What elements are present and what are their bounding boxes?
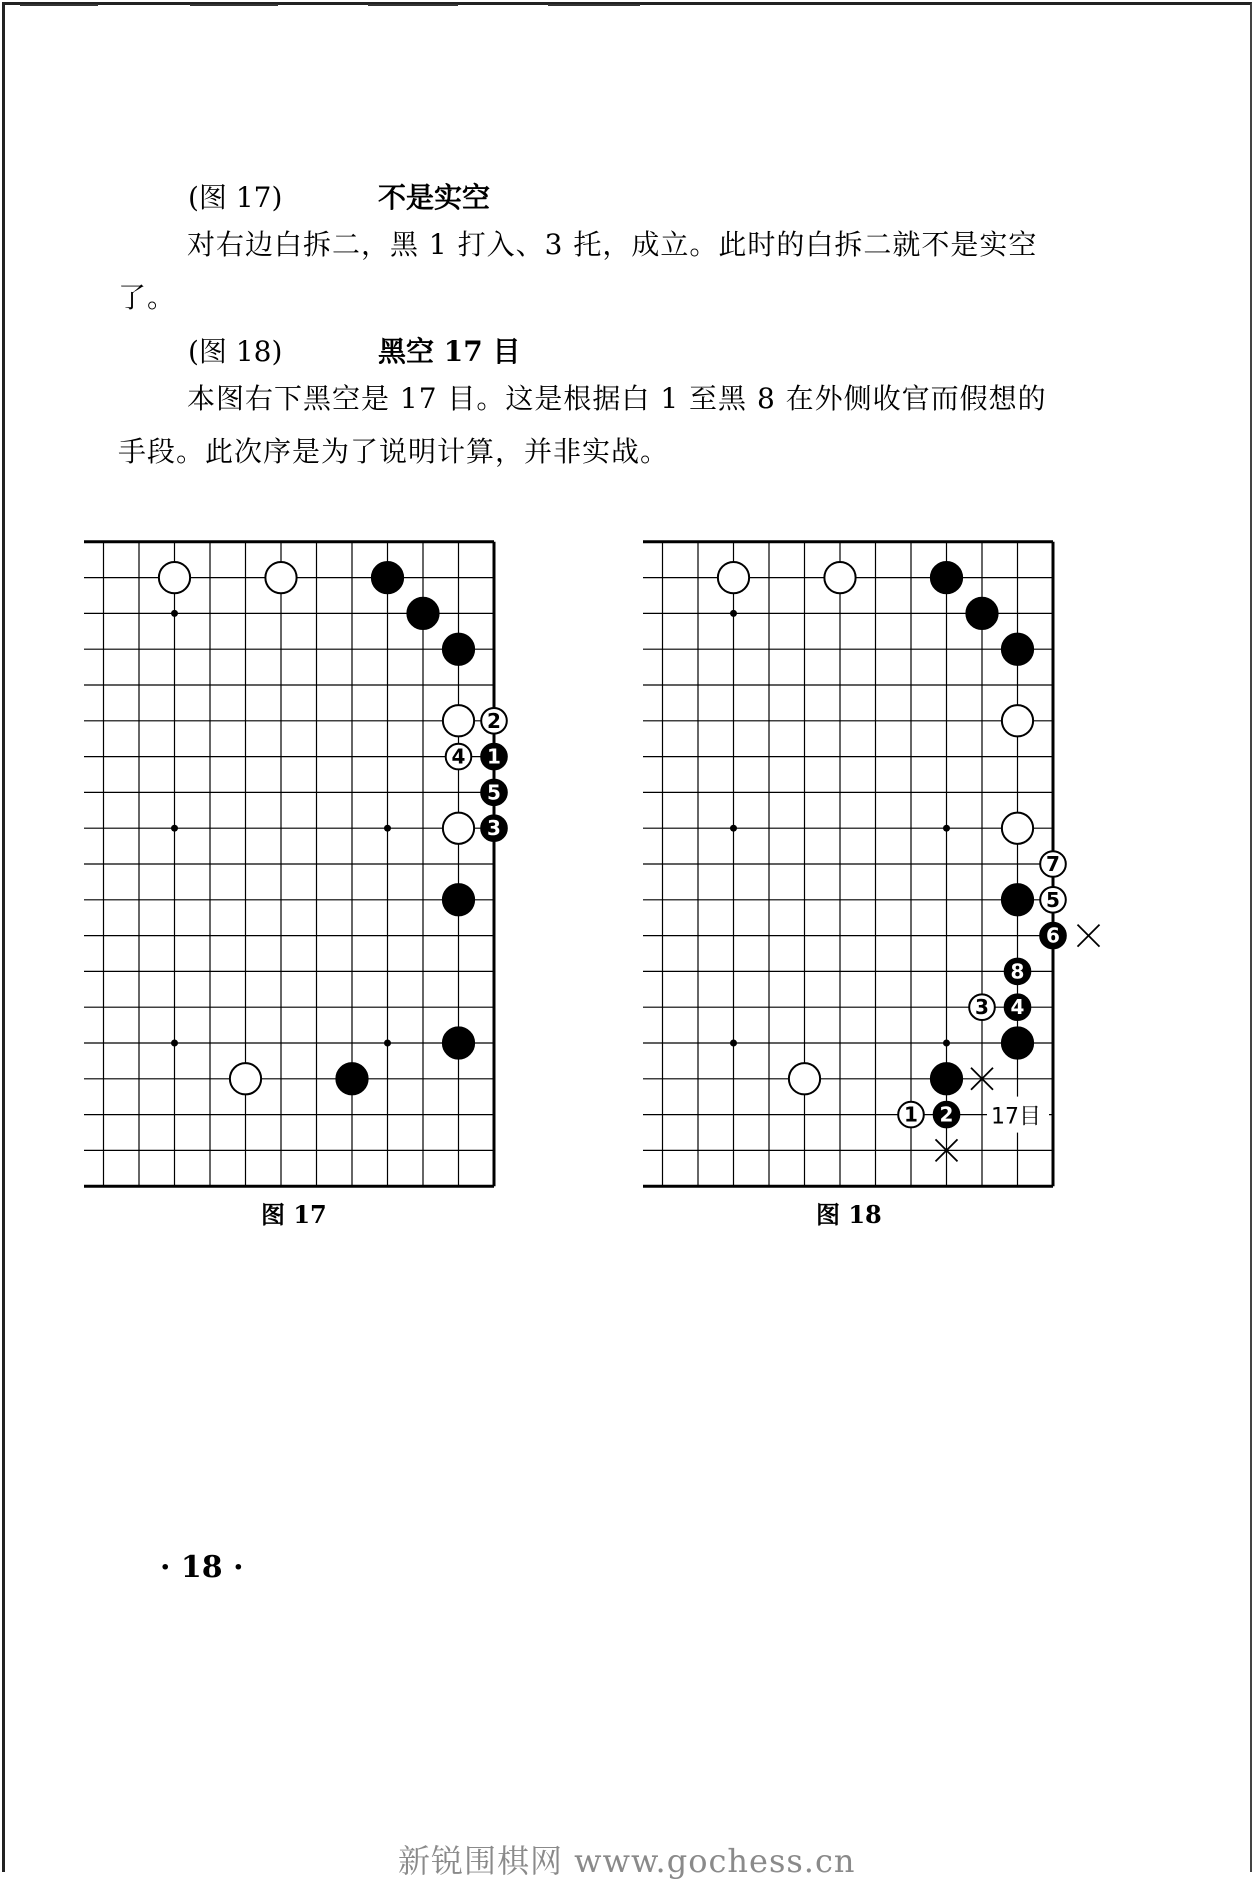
move-number: 8 <box>1010 959 1025 984</box>
black-stone <box>443 1027 474 1058</box>
top-rule-mark <box>190 4 278 6</box>
go-board-figure-18 <box>643 514 1073 1184</box>
white-stone <box>1002 813 1033 844</box>
star-point <box>171 610 178 617</box>
black-stone <box>372 562 403 593</box>
star-point <box>384 825 391 832</box>
section-body-18: 本图右下黑空是 17 目。这是根据白 1 至黑 8 在外侧收官而假想的手段。此次序是为了说明计算，并非实战。 <box>118 382 1047 468</box>
white-stone <box>159 562 190 593</box>
move-number: 1 <box>487 744 501 769</box>
white-stone <box>443 813 474 844</box>
white-stone <box>230 1063 261 1094</box>
section-heading-17 <box>188 176 490 216</box>
section-body-17: 对右边白拆二，黑 1 打入、3 托，成立。此时的白拆二就不是实空了。 <box>118 228 1038 314</box>
figure-ref: (图 17) <box>188 181 283 214</box>
white-stone <box>789 1063 820 1094</box>
white-stone <box>1002 705 1033 736</box>
move-number: 3 <box>975 995 989 1020</box>
move-number: 2 <box>939 1102 954 1127</box>
board-svg <box>84 514 504 1174</box>
black-stone <box>443 884 474 915</box>
move-number: 7 <box>1046 852 1060 876</box>
move-number: 3 <box>487 816 501 841</box>
top-rule-mark <box>548 4 640 6</box>
black-stone <box>966 598 997 629</box>
territory-label: 17目 <box>991 1104 1041 1130</box>
black-stone <box>336 1063 367 1094</box>
star-point <box>730 610 737 617</box>
section-title: 不是实空 <box>378 181 491 214</box>
star-point <box>730 825 737 832</box>
move-number: 1 <box>904 1102 918 1127</box>
figure-caption: 图 18 <box>816 1200 882 1229</box>
move-number: 6 <box>1046 923 1060 948</box>
move-number: 4 <box>451 744 466 769</box>
black-stone <box>1002 884 1033 915</box>
move-number: 5 <box>487 780 501 805</box>
black-stone <box>443 634 474 665</box>
white-stone <box>718 562 749 593</box>
black-stone <box>407 598 438 629</box>
watermark: 新锐围棋网 www.gochess.cn <box>398 1842 856 1880</box>
figure-ref: (图 18) <box>188 335 283 368</box>
star-point <box>730 1040 737 1047</box>
board-svg <box>643 514 1073 1184</box>
star-point <box>171 1040 178 1047</box>
star-point <box>384 1040 391 1047</box>
top-rule-mark <box>368 4 458 6</box>
grid-lines <box>84 542 494 1186</box>
move-number: 5 <box>1046 887 1060 912</box>
white-stone <box>443 705 474 736</box>
star-point <box>171 825 178 832</box>
black-stone <box>931 562 962 593</box>
section-title: 黑空 17 目 <box>378 335 521 368</box>
section-heading-18 <box>188 330 520 370</box>
black-stone <box>1002 634 1033 665</box>
page-number: · 18 · <box>160 1550 244 1585</box>
black-stone <box>931 1063 962 1094</box>
figure-caption: 图 17 <box>261 1200 327 1229</box>
move-number: 4 <box>1010 995 1025 1020</box>
star-point <box>943 1040 950 1047</box>
go-board-figure-17 <box>84 514 504 1174</box>
white-stone <box>265 562 296 593</box>
star-point <box>943 825 950 832</box>
black-stone <box>1002 1027 1033 1058</box>
white-stone <box>824 562 855 593</box>
move-number: 2 <box>487 708 501 733</box>
top-rule-mark <box>20 4 98 6</box>
